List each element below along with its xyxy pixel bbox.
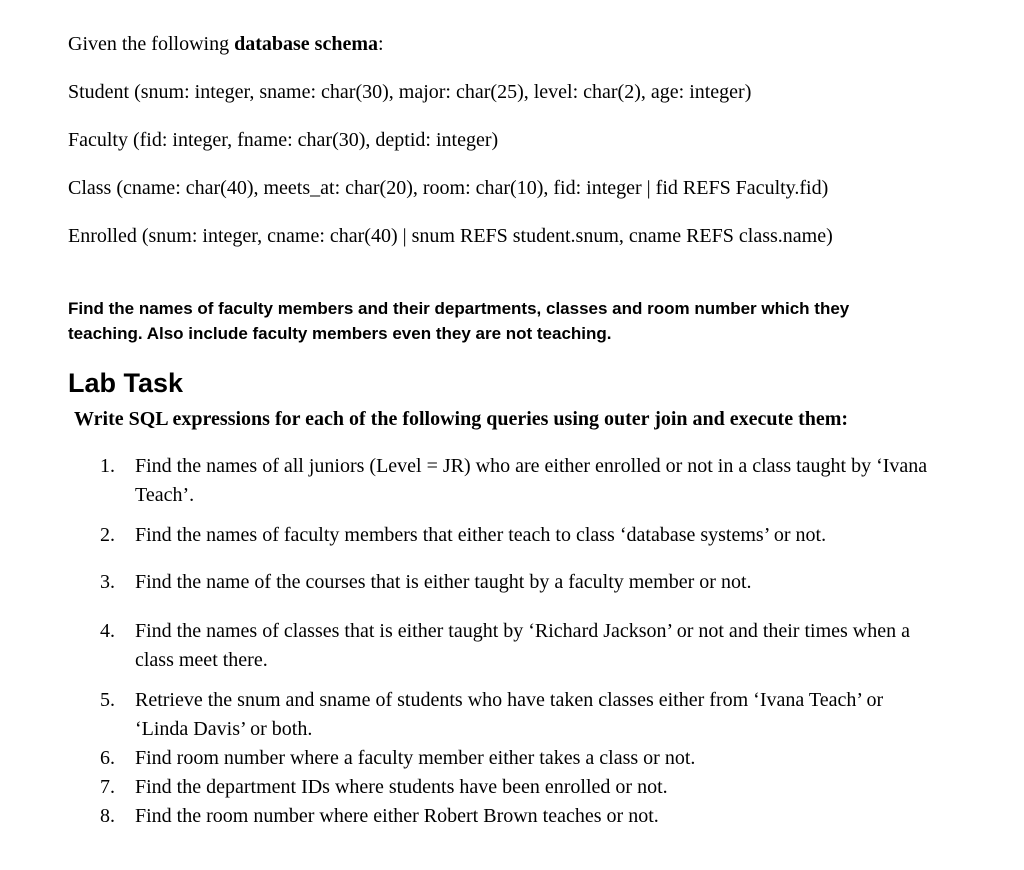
task-number: 2.	[100, 524, 115, 546]
task-number: 6.	[100, 747, 115, 769]
task-number: 8.	[100, 805, 115, 827]
task-text: Find room number where a faculty member either takes a class or not.	[135, 747, 696, 769]
task-text: Find the department IDs where students have been enrolled or not.	[135, 776, 668, 798]
task-item	[100, 773, 940, 802]
task-text: Find the names of classes that is either taught by ‘Richard Jackson’ or not and their times when a class meet there.	[135, 620, 910, 671]
task-number: 7.	[100, 776, 115, 798]
task-text: Find the names of faculty members that either teach to class ‘database systems’ or not.	[135, 524, 827, 546]
task-item	[100, 686, 940, 744]
task-text: Find the name of the courses that is either taught by a faculty member or not.	[135, 571, 752, 593]
task-number: 1.	[100, 455, 115, 477]
question-text: Find the names of faculty members and their departments, classes and room number which they teaching. Also include faculty members even they are not teaching.	[68, 299, 850, 343]
task-item	[100, 744, 940, 773]
task-text: Retrieve the snum and sname of students who have taken classes either from ‘Ivana Teach’ or ‘Linda Davis’ or both.	[135, 689, 884, 740]
task-number: 4.	[100, 620, 115, 642]
schema-faculty: Faculty (fid: integer, fname: char(30), deptid: integer)	[68, 129, 499, 151]
lab-task-intro: Write SQL expressions for each of the following queries using outer join and execute them:	[74, 408, 849, 430]
schema-intro-suffix: :	[377, 33, 384, 55]
schema-enrolled: Enrolled (snum: integer, cname: char(40) | snum REFS student.snum, cname REFS class.name)	[68, 225, 833, 247]
schema-intro	[68, 32, 384, 56]
task-item	[100, 617, 940, 675]
task-item	[100, 802, 940, 831]
task-number: 3.	[100, 571, 115, 593]
task-item	[100, 521, 940, 550]
schema-intro-bold: database schema	[234, 33, 378, 55]
task-item	[100, 452, 940, 510]
task-text: Find the room number where either Robert Brown teaches or not.	[135, 805, 659, 827]
schema-student: Student (snum: integer, sname: char(30), major: char(25), level: char(2), age: integer)	[68, 81, 752, 103]
schema-intro-prefix: Given the following	[68, 33, 235, 55]
schema-class: Class (cname: char(40), meets_at: char(20), room: char(10), fid: integer | fid REFS Faculty.fid)	[68, 177, 829, 199]
task-text: Find the names of all juniors (Level = JR) who are either enrolled or not in a class taught by ‘Ivana Teach’.	[135, 455, 928, 506]
task-item	[100, 568, 940, 597]
task-number: 5.	[100, 689, 115, 711]
lab-task-heading: Lab Task	[68, 368, 184, 398]
